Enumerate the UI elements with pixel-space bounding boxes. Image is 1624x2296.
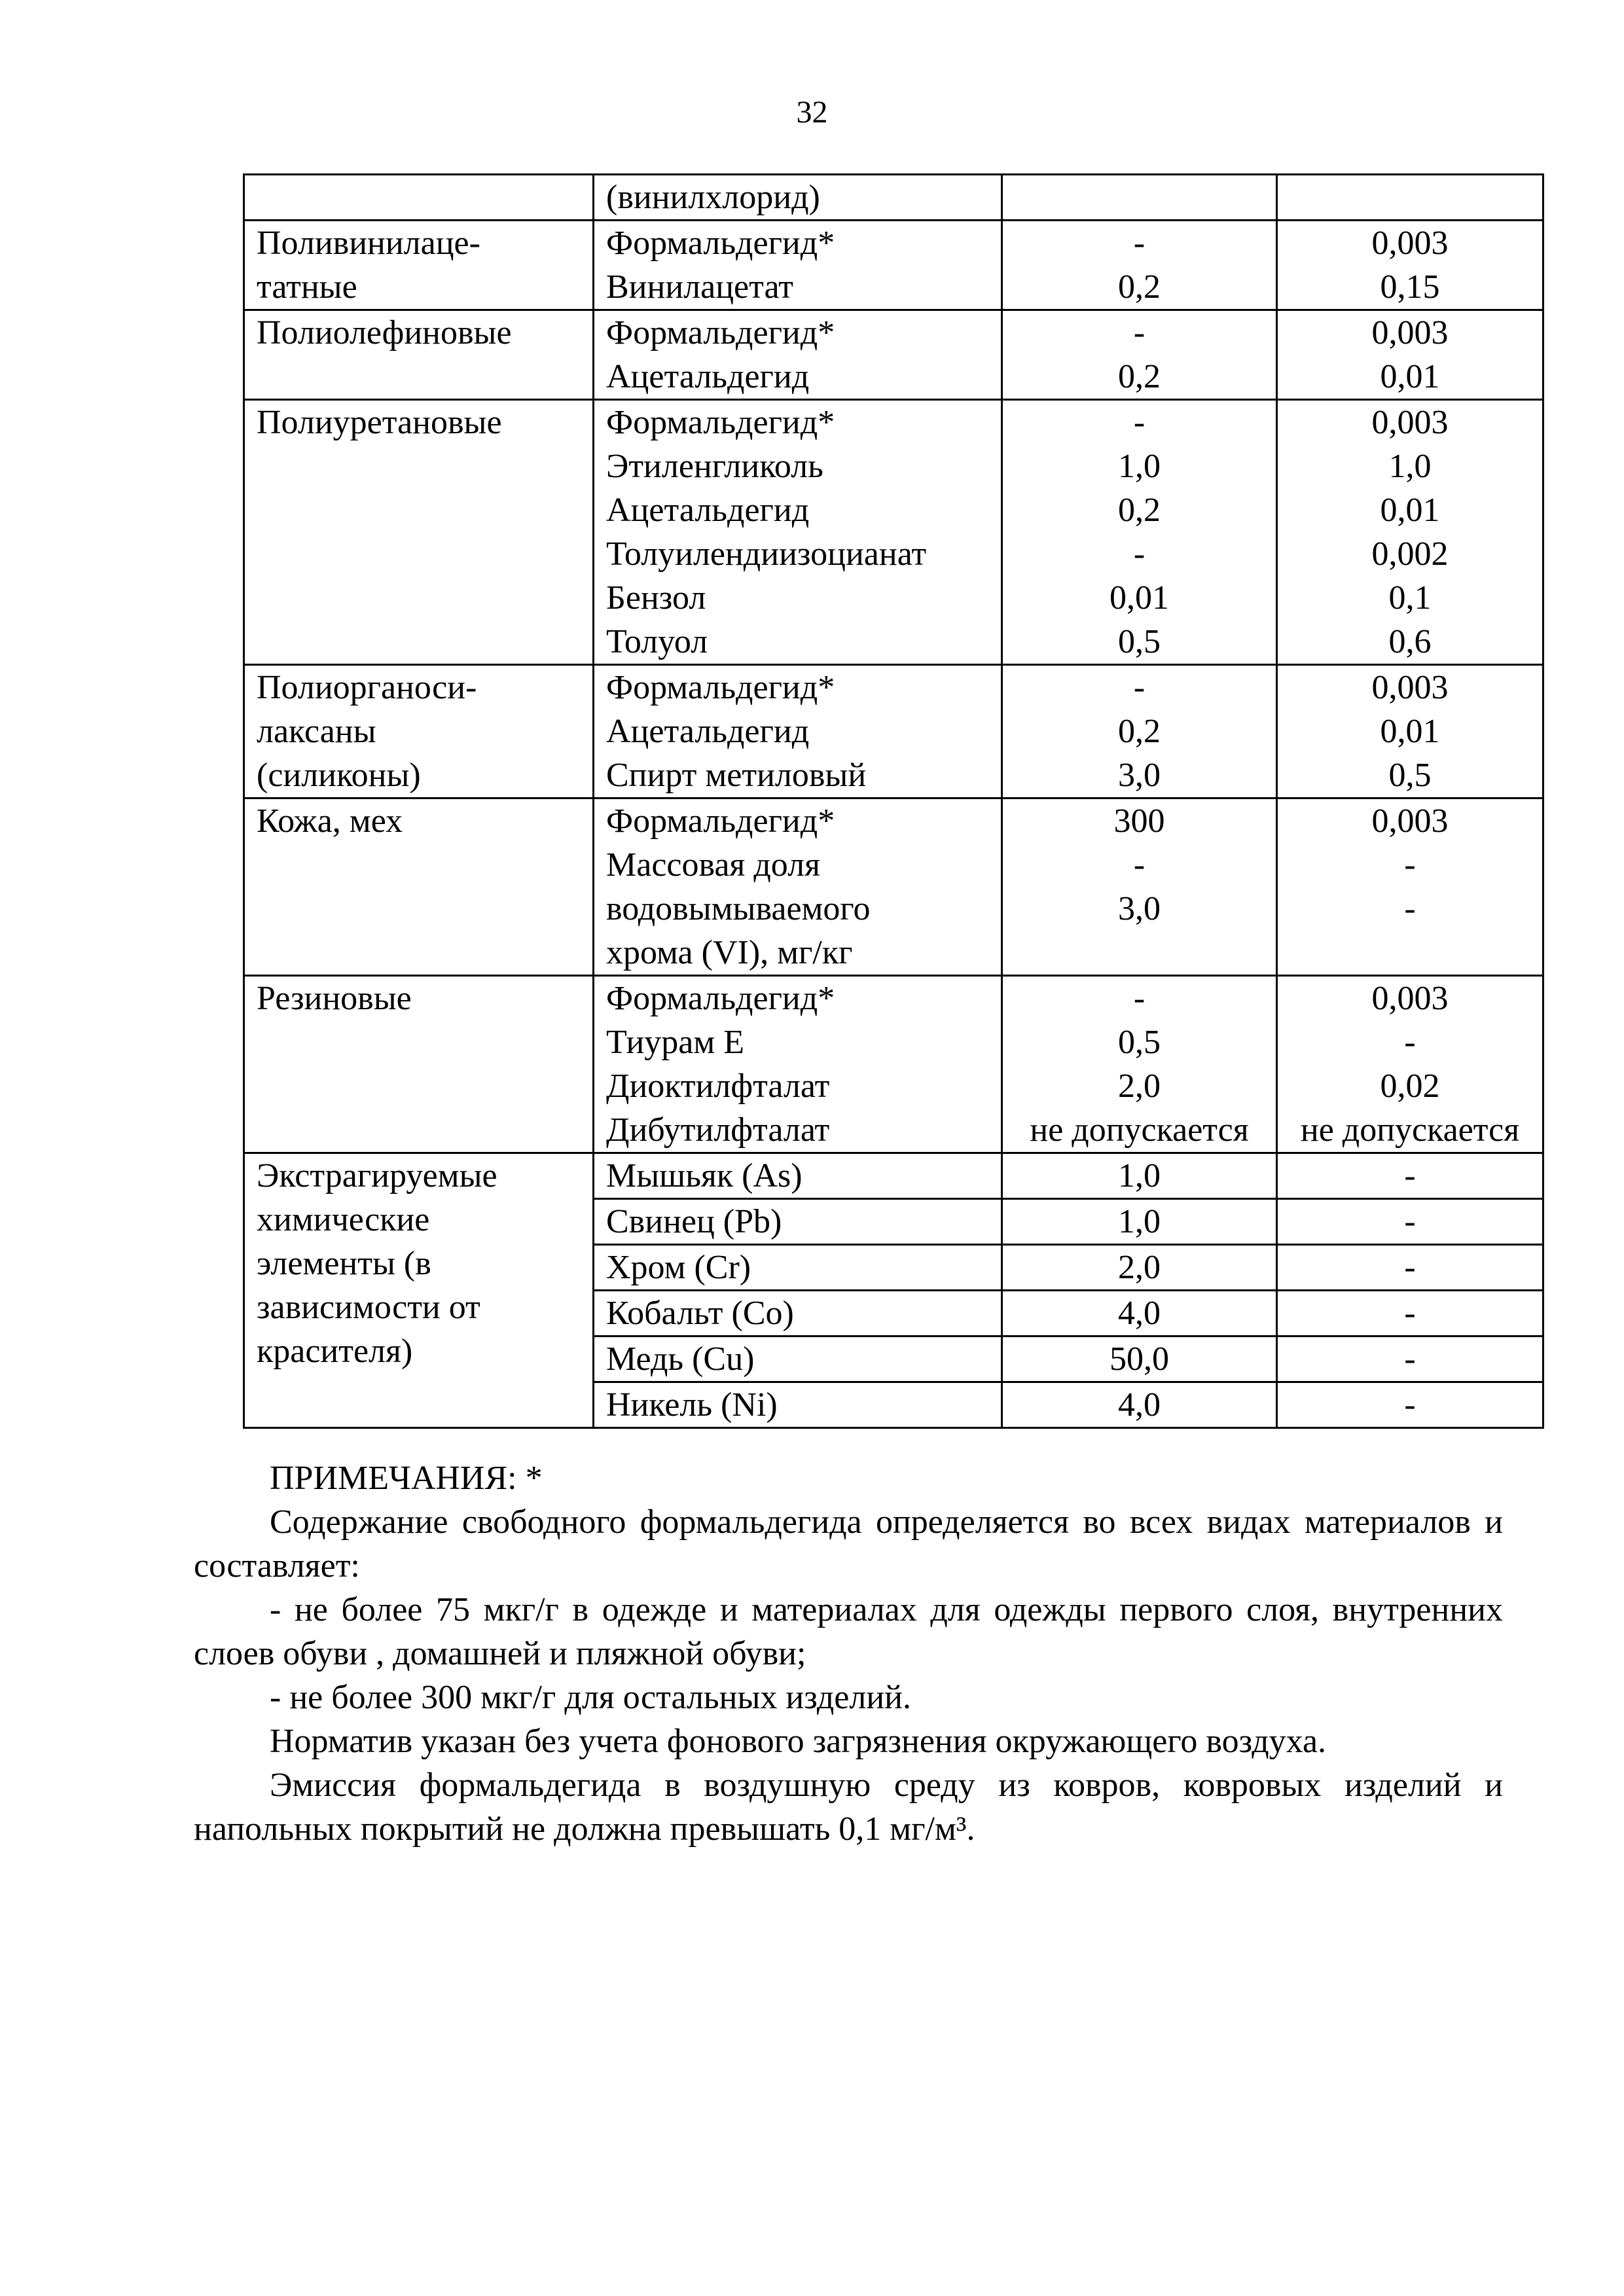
cell-line: Спирт метиловый xyxy=(606,757,867,794)
substance-cell xyxy=(594,1245,1002,1291)
cell-line: Ацетальдегид xyxy=(606,713,810,750)
cell-line: - xyxy=(1404,1157,1416,1194)
substance-cell xyxy=(594,221,1002,310)
value-b-cell xyxy=(1277,175,1543,221)
substance-cell xyxy=(594,1199,1002,1245)
value-a-cell xyxy=(1002,221,1277,310)
cell-line xyxy=(1003,931,1276,975)
cell-line: не допускается xyxy=(1300,1111,1520,1149)
cell-line: Дибутилфталат xyxy=(606,1111,830,1149)
hygiene-norms-table xyxy=(243,173,1544,1429)
table-row xyxy=(244,175,1543,221)
material-cell xyxy=(244,175,594,221)
material-cell xyxy=(244,310,594,400)
cell-line: 50,0 xyxy=(1110,1340,1169,1378)
cell-line: - xyxy=(1133,404,1146,441)
cell-line: (винилхлорид) xyxy=(606,179,820,216)
cell-line: - xyxy=(1133,980,1146,1017)
cell-line: Кобальт (Co) xyxy=(606,1295,794,1332)
cell-line: Формальдегид* xyxy=(606,802,835,840)
cell-line: Ацетальдегид xyxy=(606,358,810,395)
cell-line: 0,02 xyxy=(1380,1067,1440,1105)
cell-line: красителя) xyxy=(257,1333,413,1370)
cell-line: татные xyxy=(257,268,357,306)
value-b-cell xyxy=(1277,1336,1543,1382)
cell-line: 0,5 xyxy=(1118,623,1161,660)
value-a-cell xyxy=(1002,798,1277,976)
page-number: 32 xyxy=(796,95,828,130)
cell-line: - xyxy=(1404,1340,1416,1378)
value-a-cell xyxy=(1002,1245,1277,1291)
value-b-cell xyxy=(1277,976,1543,1153)
cell-line: зависимости от xyxy=(257,1289,480,1326)
cell-line: 0,1 xyxy=(1388,579,1432,617)
cell-line: 0,2 xyxy=(1118,492,1161,529)
cell-line: 0,003 xyxy=(1371,980,1449,1017)
value-a-cell xyxy=(1002,1291,1277,1336)
cell-line xyxy=(1278,175,1542,219)
value-a-cell xyxy=(1002,1382,1277,1428)
cell-line: не допускается xyxy=(1030,1111,1249,1149)
cell-line: Резиновые xyxy=(257,980,412,1017)
table-row xyxy=(244,665,1543,798)
substance-cell xyxy=(594,798,1002,976)
cell-line: Экстрагируемые xyxy=(257,1157,497,1194)
substance-cell xyxy=(594,1336,1002,1382)
cell-line xyxy=(1278,931,1542,975)
value-b-cell xyxy=(1277,798,1543,976)
cell-line: 0,003 xyxy=(1371,224,1449,262)
cell-line: Полиолефиновые xyxy=(257,314,512,351)
cell-line: Полиорганоси- xyxy=(257,669,477,706)
substance-cell xyxy=(594,1153,1002,1199)
cell-line: 0,01 xyxy=(1110,579,1169,617)
substance-cell xyxy=(594,665,1002,798)
substance-cell xyxy=(594,1382,1002,1428)
cell-line: 4,0 xyxy=(1118,1295,1161,1332)
cell-line: Кожа, мех xyxy=(257,802,403,840)
value-b-cell xyxy=(1277,221,1543,310)
cell-line: 0,003 xyxy=(1371,404,1449,441)
substance-cell xyxy=(594,310,1002,400)
cell-line: Винилацетат xyxy=(606,268,793,306)
cell-line: 1,0 xyxy=(1118,1203,1161,1240)
cell-line: - xyxy=(1404,1203,1416,1240)
cell-line: 0,6 xyxy=(1388,623,1432,660)
table-row xyxy=(244,976,1543,1153)
cell-line: Диоктилфталат xyxy=(606,1067,830,1105)
value-a-cell xyxy=(1002,175,1277,221)
cell-line: хрома (VI), мг/кг xyxy=(606,934,853,971)
cell-line: 2,0 xyxy=(1118,1249,1161,1286)
cell-line: Свинец (Pb) xyxy=(606,1203,782,1240)
notes-heading: ПРИМЕЧАНИЯ: * xyxy=(270,1460,543,1497)
cell-line: 1,0 xyxy=(1118,448,1161,485)
cell-line: Формальдегид* xyxy=(606,224,835,262)
cell-line xyxy=(257,175,592,219)
value-a-cell xyxy=(1002,1153,1277,1199)
cell-line: Поливинилаце- xyxy=(257,224,480,262)
table-row xyxy=(244,221,1543,310)
value-b-cell xyxy=(1277,1291,1543,1336)
value-b-cell xyxy=(1277,1245,1543,1291)
cell-line: 1,0 xyxy=(1388,448,1432,485)
value-b-cell xyxy=(1277,665,1543,798)
cell-line: водовымываемого xyxy=(606,890,871,927)
cell-line: Мышьяк (As) xyxy=(606,1157,803,1194)
table-row xyxy=(244,1153,1543,1199)
cell-line: Тиурам Е xyxy=(606,1024,745,1061)
cell-line: Формальдегид* xyxy=(606,669,835,706)
cell-line xyxy=(1003,175,1276,219)
value-b-cell xyxy=(1277,1153,1543,1199)
cell-line: 2,0 xyxy=(1118,1067,1161,1105)
cell-line: Бензол xyxy=(606,579,706,617)
cell-line: Массовая доля xyxy=(606,846,820,884)
notes-section xyxy=(194,1456,1503,1851)
value-b-cell xyxy=(1277,1382,1543,1428)
note-paragraph: Эмиссия формальдегида в воздушную среду из ковров, ковровых изделий и напольных покрытий не должна превышать 0,1 мг/м³. xyxy=(194,1767,1503,1848)
value-b-cell xyxy=(1277,310,1543,400)
cell-line: - xyxy=(1404,1024,1416,1061)
cell-line: 0,002 xyxy=(1371,535,1449,573)
cell-line: 0,5 xyxy=(1118,1024,1161,1061)
value-a-cell xyxy=(1002,1199,1277,1245)
material-cell xyxy=(244,976,594,1153)
cell-line: - xyxy=(1404,1295,1416,1332)
value-b-cell xyxy=(1277,1199,1543,1245)
cell-line: Толуилендиизоцианат xyxy=(606,535,927,573)
cell-line: 0,01 xyxy=(1380,492,1440,529)
cell-line: Толуол xyxy=(606,623,708,660)
note-paragraph: Норматив указан без учета фонового загрязнения окружающего воздуха. xyxy=(270,1723,1327,1760)
cell-line: 0,01 xyxy=(1380,713,1440,750)
cell-line: - xyxy=(1404,890,1416,927)
table-row xyxy=(244,400,1543,665)
cell-line: - xyxy=(1133,535,1146,573)
substance-cell xyxy=(594,175,1002,221)
table-row xyxy=(244,798,1543,976)
cell-line: Формальдегид* xyxy=(606,314,835,351)
cell-line: (силиконы) xyxy=(257,757,421,794)
cell-line: Формальдегид* xyxy=(606,980,835,1017)
cell-line: - xyxy=(1404,1249,1416,1286)
cell-line: 0,5 xyxy=(1388,757,1432,794)
table-row xyxy=(244,310,1543,400)
cell-line: Ацетальдегид xyxy=(606,492,810,529)
note-paragraph: - не более 75 мкг/г в одежде и материалах для одежды первого слоя, внутренних слоев обуви , домашней и пляжной обуви; xyxy=(194,1591,1503,1672)
cell-line: - xyxy=(1133,669,1146,706)
cell-line: 0,003 xyxy=(1371,314,1449,351)
cell-line: 0,2 xyxy=(1118,268,1161,306)
cell-line: 3,0 xyxy=(1118,890,1161,927)
table-body xyxy=(244,175,1543,1428)
material-cell xyxy=(244,221,594,310)
value-a-cell xyxy=(1002,976,1277,1153)
cell-line: 300 xyxy=(1113,802,1165,840)
value-a-cell xyxy=(1002,1336,1277,1382)
cell-line: - xyxy=(1133,846,1146,884)
cell-line: Этиленгликоль xyxy=(606,448,823,485)
cell-line: 0,2 xyxy=(1118,713,1161,750)
cell-line: - xyxy=(1404,1386,1416,1424)
cell-line: лаксаны xyxy=(257,713,376,750)
cell-line: - xyxy=(1133,224,1146,262)
cell-line: 0,003 xyxy=(1371,669,1449,706)
note-paragraph: Содержание свободного формальдегида определяется во всех видах материалов и составляет: xyxy=(194,1503,1503,1585)
value-a-cell xyxy=(1002,310,1277,400)
cell-line: Формальдегид* xyxy=(606,404,835,441)
cell-line: 1,0 xyxy=(1118,1157,1161,1194)
substance-cell xyxy=(594,400,1002,665)
cell-line: Хром (Cr) xyxy=(606,1249,751,1286)
value-a-cell xyxy=(1002,665,1277,798)
material-cell xyxy=(244,400,594,665)
cell-line: 0,15 xyxy=(1380,268,1440,306)
cell-line: 0,003 xyxy=(1371,802,1449,840)
cell-line: 0,01 xyxy=(1380,358,1440,395)
cell-line: Никель (Ni) xyxy=(606,1386,778,1424)
substance-cell xyxy=(594,1291,1002,1336)
cell-line: 4,0 xyxy=(1118,1386,1161,1424)
cell-line: 0,2 xyxy=(1118,358,1161,395)
cell-line: - xyxy=(1404,846,1416,884)
cell-line: 3,0 xyxy=(1118,757,1161,794)
note-paragraph: - не более 300 мкг/г для остальных изделий. xyxy=(270,1679,911,1716)
material-cell xyxy=(244,665,594,798)
material-cell xyxy=(244,798,594,976)
substance-cell xyxy=(594,976,1002,1153)
value-a-cell xyxy=(1002,400,1277,665)
cell-line: Полиуретановые xyxy=(257,404,502,441)
cell-line: элементы (в xyxy=(257,1245,431,1282)
cell-line: Медь (Cu) xyxy=(606,1340,755,1378)
value-b-cell xyxy=(1277,400,1543,665)
cell-line: - xyxy=(1133,314,1146,351)
cell-line: химические xyxy=(257,1201,430,1238)
material-cell xyxy=(244,1153,594,1428)
